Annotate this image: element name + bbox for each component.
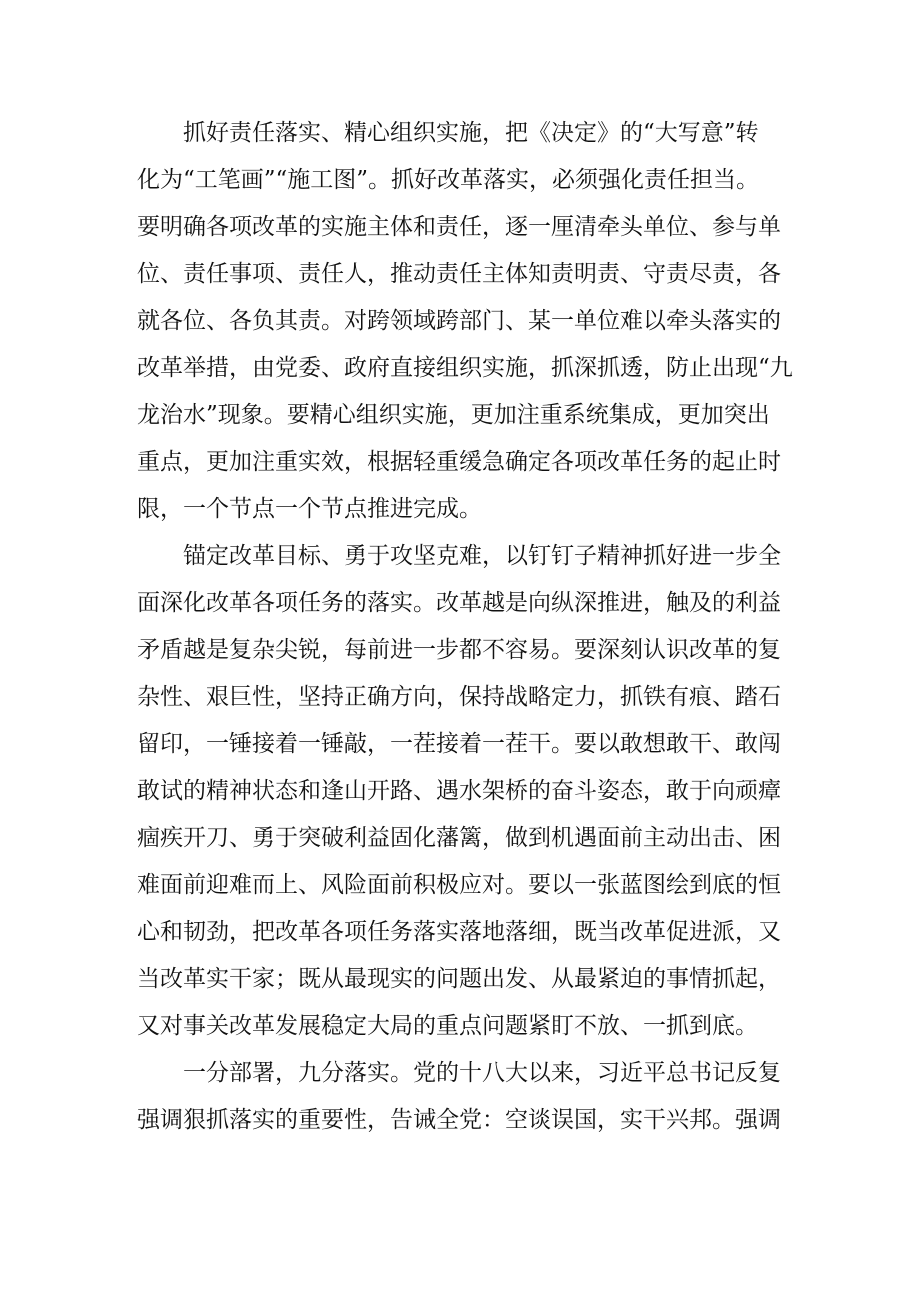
text-line: 留印，一锤接着一锤敲，一茬接着一茬干。要以敢想敢干、敢闯: [137, 731, 781, 757]
text-line: 敢试的精神状态和逢山开路、遇水架桥的奋斗姿态，敢于向顽瘴: [137, 778, 781, 804]
text-line: 一分部署，九分落实。党的十八大以来，习近平总书记反复: [183, 1060, 781, 1086]
text-line: 心和韧劲，把改革各项任务落实落地落细，既当改革促进派，又: [137, 919, 781, 945]
text-line: 当改革实干家；既从最现实的问题出发、从最紧迫的事情抓起，: [137, 966, 781, 992]
text-line: 位、责任事项、责任人，推动责任主体知责明责、守责尽责，各: [137, 261, 781, 287]
text-line: 锚定改革目标、勇于攻坚克难，以钉钉子精神抓好进一步全: [183, 543, 781, 569]
text-line: 痼疾开刀、勇于突破利益固化藩篱，做到机遇面前主动出击、困: [137, 825, 781, 851]
text-line: 限，一个节点一个节点推进完成。: [137, 496, 482, 522]
text-line: 要明确各项改革的实施主体和责任，逐一厘清牵头单位、参与单: [137, 214, 781, 240]
text-line: 矛盾越是复杂尖锐，每前进一步都不容易。要深刻认识改革的复: [137, 637, 781, 663]
text-line: 龙治水”现象。要精心组织实施，更加注重系统集成，更加突出: [137, 402, 770, 428]
text-line: 杂性、艰巨性，坚持正确方向，保持战略定力，抓铁有痕、踏石: [137, 684, 781, 710]
text-line: 化为“工笔画”“施工图”。抓好改革落实，必须强化责任担当。: [137, 167, 760, 193]
text-line: 又对事关改革发展稳定大局的重点问题紧盯不放、一抓到底。: [137, 1013, 758, 1039]
text-line: 重点，更加注重实效，根据轻重缓急确定各项改革任务的起止时: [137, 449, 781, 475]
text-line: 抓好责任落实、精心组织实施，把《决定》的“大写意”转: [183, 120, 759, 146]
paragraph-1: [137, 110, 797, 533]
text-line: 改革举措，由党委、政府直接组织实施，抓深抓透，防止出现“九: [137, 355, 793, 381]
text-line: 难面前迎难而上、风险面前积极应对。要以一张蓝图绘到底的恒: [137, 872, 781, 898]
text-line: 强调狠抓落实的重要性，告诫全党：空谈误国，实干兴邦。强调: [137, 1107, 781, 1133]
paragraph-2: [137, 533, 797, 1050]
text-line: 就各位、各负其责。对跨领域跨部门、某一单位难以牵头落实的: [137, 308, 781, 334]
text-line: 面深化改革各项任务的落实。改革越是向纵深推进，触及的利益: [137, 590, 781, 616]
document-body: [137, 110, 797, 1144]
paragraph-3: [137, 1050, 797, 1144]
